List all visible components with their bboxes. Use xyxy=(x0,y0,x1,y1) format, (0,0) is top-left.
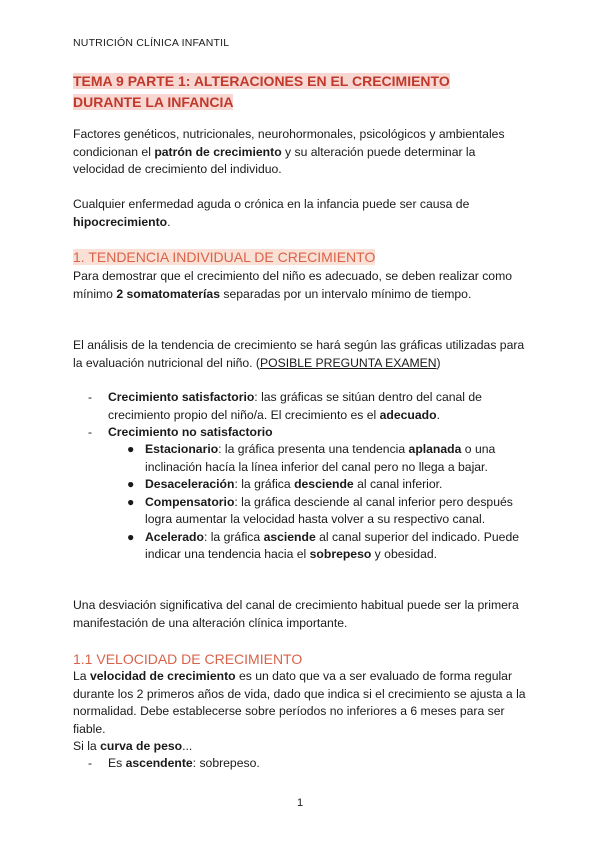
bold-term: 2 somatomaterías xyxy=(116,286,220,301)
list-item: ● Estacionario: la gráfica presenta una tendencia aplanada o una inclinación hacía la línea inferior del canal pero no llega a bajar. xyxy=(127,442,496,474)
exam-question-link[interactable]: POSIBLE PREGUNTA EXAMEN xyxy=(260,355,437,370)
section-1-1-paragraph-2: Si la curva de peso... xyxy=(73,739,193,753)
document-title xyxy=(73,71,493,113)
list-item: - Es ascendente: sobrepeso. xyxy=(88,756,260,770)
list-item: ● Desaceleración: la gráfica desciende al canal inferior. xyxy=(127,477,443,491)
page-number: 1 xyxy=(296,797,304,809)
list-item: ● Acelerado: la gráfica asciende al canal superior del indicado. Puede indicar una tendencia hacia el sobrepeso y obesidad. xyxy=(127,529,519,561)
section-1-paragraph-1: Para demostrar que el crecimiento del niño es adecuado, se deben realizar como mínimo 2 somatomaterías separadas por un intervalo mínimo de tiempo. xyxy=(73,269,512,301)
bold-term: velocidad de crecimiento xyxy=(89,669,236,683)
running-header: NUTRICIÓN CLÍNICA INFANTIL xyxy=(73,37,230,49)
section-1-paragraph-3: Una desviación significativa del canal de crecimiento habitual puede ser la primera manifestación de una alteración clínica importante. xyxy=(73,598,519,630)
section-1-1-heading: 1.1 VELOCIDAD DE CRECIMIENTO xyxy=(73,651,303,667)
section-1-heading: 1. TENDENCIA INDIVIDUAL DE CRECIMIENTO xyxy=(73,249,376,265)
intro-paragraph-1: Factores genéticos, nutricionales, neurohormonales, psicológicos y ambientales condicionan el patrón de crecimiento y su alteración puede determinar la velocidad de crecimiento del individuo. xyxy=(73,127,505,176)
bold-term: hipocrecimiento xyxy=(73,214,168,229)
list-item: - Crecimiento no satisfactorio xyxy=(88,425,273,439)
bold-term: patrón de crecimiento xyxy=(154,144,282,159)
bold-term: curva de peso xyxy=(100,739,183,753)
list-item: - Crecimiento satisfactorio: las gráficas se sitúan dentro del canal de crecimiento propio del niño/a. El crecimiento es el adecuado. xyxy=(88,390,482,422)
section-1-paragraph-2: El análisis de la tendencia de crecimiento se hará según las gráficas utilizadas para la evaluación nutricional del niño. (POSIBLE PREGUNTA EXAMEN) xyxy=(73,338,525,370)
growth-sublist xyxy=(127,441,527,564)
list-item: ● Compensatorio: la gráfica desciende al canal inferior pero después logra aumentar la velocidad hasta volver a su respectivo canal. xyxy=(127,494,513,526)
intro-paragraph-2: Cualquier enfermedad aguda o crónica en la infancia puede ser causa de hipocrecimiento. xyxy=(73,197,470,229)
title-line-1: TEMA 9 PARTE 1: ALTERACIONES EN EL CRECIMIENTO xyxy=(73,73,450,89)
growth-list xyxy=(88,389,528,442)
section-1-1-paragraph-1: La velocidad de crecimiento es un dato que va a ser evaluado de forma regular durante los 2 primeros años de vida, dado que indica si el crecimiento se ajusta a la normalidad. Debe establecerse sobre períodos no inferiores a 6 meses para ser fiable. xyxy=(73,669,526,736)
title-line-2: DURANTE LA INFANCIA xyxy=(73,94,234,110)
weight-curve-list xyxy=(88,755,528,773)
